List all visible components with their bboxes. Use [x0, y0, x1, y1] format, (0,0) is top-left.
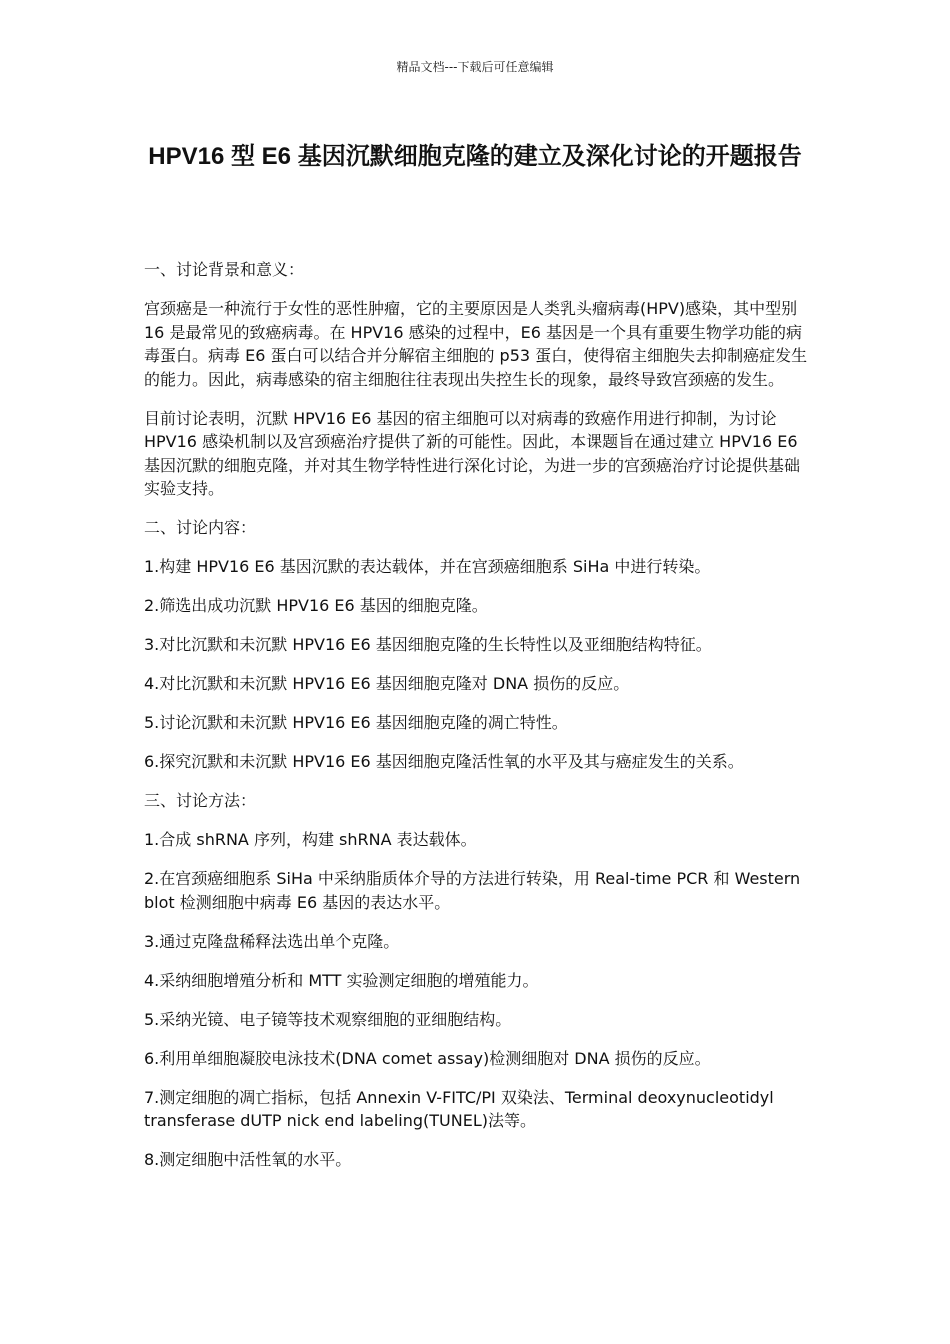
header-note: 精品文档---下载后可任意编辑 [396, 60, 554, 74]
list-item: 7.测定细胞的凋亡指标，包括 Annexin V-FITC/PI 双染法、Terminal deoxynucleotidyl transferase dUTP nick end labeling(TUNEL)法等。 [144, 1087, 774, 1130]
document-body [144, 258, 812, 1187]
section-heading-background: 一、讨论背景和意义： [144, 260, 305, 279]
list-item: 1.构建 HPV16 E6 基因沉默的表达载体，并在宫颈癌细胞系 SiHa 中进行转染。 [144, 557, 711, 576]
section-heading-content: 二、讨论内容： [144, 518, 257, 537]
list-item: 5.采纳光镜、电子镜等技术观察细胞的亚细胞结构。 [144, 1009, 512, 1029]
list-item: 3.对比沉默和未沉默 HPV16 E6 基因细胞克隆的生长特性以及亚细胞结构特征。 [144, 635, 712, 654]
list-item: 1.合成 shRNA 序列，构建 shRNA 表达载体。 [144, 830, 477, 849]
page-title: HPV16 型 E6 基因沉默细胞克隆的建立及深化讨论的开题报告 [148, 143, 802, 170]
list-item: 6.探究沉默和未沉默 HPV16 E6 基因细胞克隆活性氧的水平及其与癌症发生的关系。 [144, 752, 744, 771]
list-item: 8.测定细胞中活性氧的水平。 [144, 1150, 352, 1169]
list-item: 4.采纳细胞增殖分析和 MTT 实验测定细胞的增殖能力。 [144, 970, 539, 990]
list-item: 4.对比沉默和未沉默 HPV16 E6 基因细胞克隆对 DNA 损伤的反应。 [144, 674, 630, 693]
list-item: 5.讨论沉默和未沉默 HPV16 E6 基因细胞克隆的凋亡特性。 [144, 713, 568, 732]
list-item: 3.通过克隆盘稀释法选出单个克隆。 [144, 931, 400, 951]
list-item: 2.筛选出成功沉默 HPV16 E6 基因的细胞克隆。 [144, 596, 488, 615]
paragraph-background-1: 宫颈癌是一种流行于女性的恶性肿瘤，它的主要原因是人类乳头瘤病毒(HPV)感染，其中型别 16 是最常见的致癌病毒。在 HPV16 感染的过程中，E6 基因是一个具有重要生物学功能的病毒蛋白。病毒 E6 蛋白可以结合并分解宿主细胞的 p53 蛋白，使得宿主细胞失去抑制癌症发生的能力。因此，病毒感染的宿主细胞往往表现出失控生长的现象，最终导致宫颈癌的发生。 [144, 299, 808, 389]
section-heading-methods: 三、讨论方法： [144, 791, 257, 810]
paragraph-background-2: 目前讨论表明，沉默 HPV16 E6 基因的宿主细胞可以对病毒的致癌作用进行抑制，为讨论 HPV16 感染机制以及宫颈癌治疗提供了新的可能性。因此，本课题旨在通过建立 HPV16 E6 基因沉默的细胞克隆，并对其生物学特性进行深化讨论，为进一步的宫颈癌治疗讨论提供基础实验支持。 [144, 408, 801, 498]
list-item: 6.利用单细胞凝胶电泳技术(DNA comet assay)检测细胞对 DNA 损伤的反应。 [144, 1048, 711, 1068]
list-item: 2.在宫颈癌细胞系 SiHa 中采纳脂质体介导的方法进行转染，用 Real-time PCR 和 Western blot 检测细胞中病毒 E6 基因的表达水平。 [144, 869, 801, 912]
